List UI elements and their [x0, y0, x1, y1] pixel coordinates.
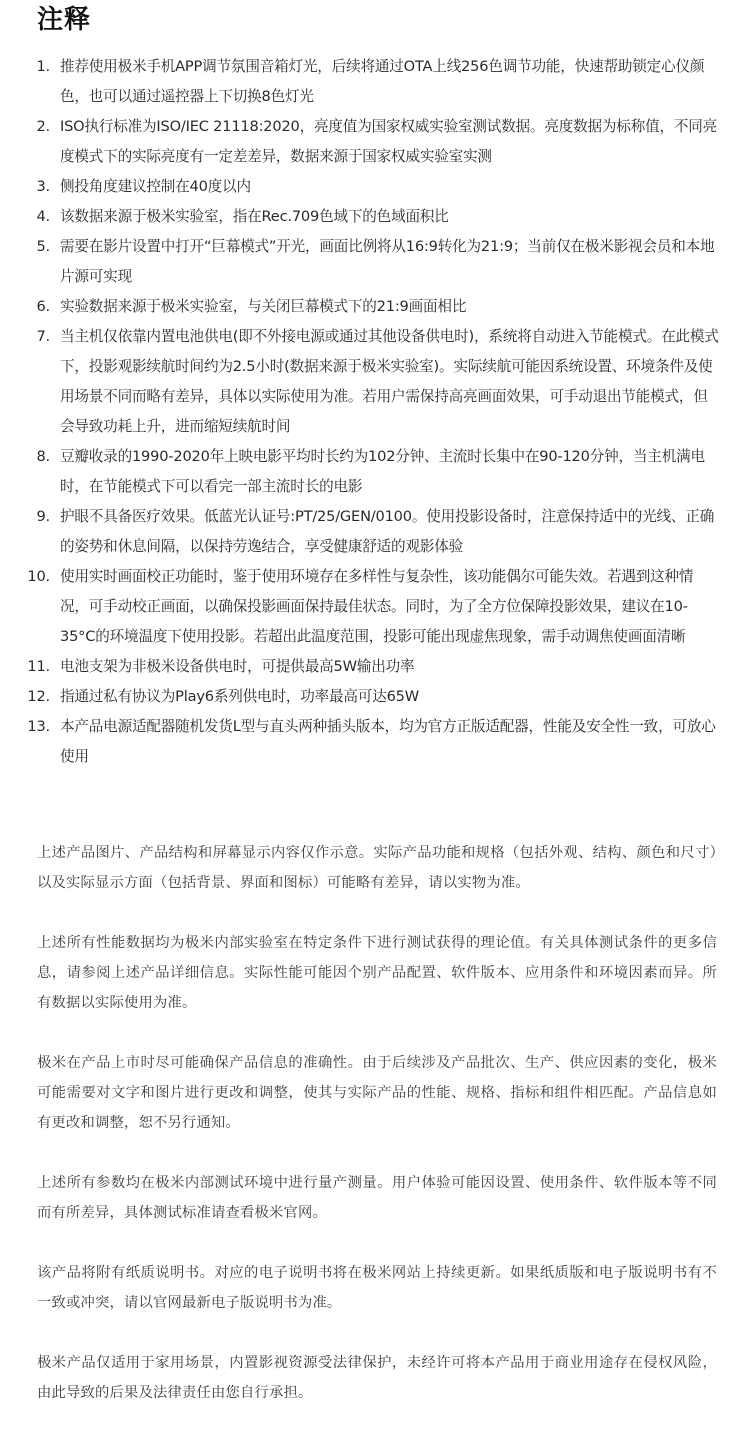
note-number: 6. — [36, 298, 50, 315]
note-text: 使用实时画面校正功能时，鉴于使用环境存在多样性与复杂性，该功能偶尔可能失效。若遇到这种情况，可手动校正画面，以确保投影画面保持最佳状态。同时，为了全方位保障投影效果，建议在10-35°C的环境温度下使用投影。若超出此温度范围，投影可能出现虚焦现象，需手动调焦使画面清晰 — [60, 568, 694, 645]
note-number: 8. — [36, 448, 50, 465]
note-item — [0, 112, 750, 172]
page-title: 注释 — [37, 5, 92, 35]
note-number: 13. — [27, 718, 50, 735]
note-text: 电池支架为非极米设备供电时，可提供最高5W输出功率 — [60, 658, 415, 675]
note-number: 11. — [27, 658, 50, 675]
disclaimer-paragraph: 该产品将附有纸质说明书。对应的电子说明书将在极米网站上持续更新。如果纸质版和电子版说明书有不一致或冲突，请以官网最新电子版说明书为准。 — [37, 1265, 717, 1311]
note-text: 当主机仅依靠内置电池供电(即不外接电源或通过其他设备供电时)，系统将自动进入节能模式。在此模式下，投影观影续航时间约为2.5小时(数据来源于极米实验室)。实际续航可能因系统设置、环境条件及使用场景不同而略有差异，具体以实际使用为准。若用户需保持高亮画面效果，可手动退出节能模式，但会导致功耗上升，进而缩短续航时间 — [60, 328, 719, 435]
note-item — [0, 442, 750, 502]
note-item — [0, 202, 750, 232]
note-item — [0, 322, 750, 442]
note-number: 10. — [27, 568, 50, 585]
note-text: 需要在影片设置中打开“巨幕模式”开光，画面比例将从16:9转化为21:9；当前仅在极米影视会员和本地片源可实现 — [60, 238, 715, 285]
notes-list — [0, 52, 750, 772]
disclaimer-paragraph: 上述产品图片、产品结构和屏幕显示内容仅作示意。实际产品功能和规格（包括外观、结构、颜色和尺寸）以及实际显示方面（包括背景、界面和图标）可能略有差异，请以实物为准。 — [37, 845, 717, 891]
note-text: 护眼不具备医疗效果。低蓝光认证号:PT/25/GEN/0100。使用投影设备时，注意保持适中的光线、正确的姿势和休息间隔，以保持劳逸结合，享受健康舒适的观影体验 — [60, 508, 715, 555]
note-number: 4. — [36, 208, 50, 225]
note-text: 指通过私有协议为Play6系列供电时，功率最高可达65W — [60, 688, 419, 705]
note-number: 2. — [36, 118, 50, 135]
note-item — [0, 682, 750, 712]
note-text: ISO执行标准为ISO/IEC 21118:2020，亮度值为国家权威实验室测试数据。亮度数据为标称值，不同亮度模式下的实际亮度有一定差差异，数据来源于国家权威实验室实测 — [60, 118, 718, 165]
note-item — [0, 712, 750, 772]
note-number: 5. — [36, 238, 50, 255]
note-text: 推荐使用极米手机APP调节氛围音箱灯光，后续将通过OTA上线256色调节功能，快速帮助锁定心仪颜色，也可以通过遥控器上下切换8色灯光 — [60, 58, 705, 105]
note-item — [0, 652, 750, 682]
note-item — [0, 502, 750, 562]
note-number: 3. — [36, 178, 50, 195]
note-number: 1. — [36, 58, 50, 75]
disclaimer-paragraph: 极米产品仅适用于家用场景，内置影视资源受法律保护，未经许可将本产品用于商业用途存在侵权风险，由此导致的后果及法律责任由您自行承担。 — [37, 1355, 717, 1401]
note-text: 该数据来源于极米实验室，指在Rec.709色域下的色域面积比 — [60, 208, 449, 225]
note-item — [0, 172, 750, 202]
note-number: 7. — [36, 328, 50, 345]
disclaimer-paragraph: 上述所有性能数据均为极米内部实验室在特定条件下进行测试获得的理论值。有关具体测试条件的更多信息，请参阅上述产品详细信息。实际性能可能因个别产品配置、软件版本、应用条件和环境因素而异。所有数据以实际使用为准。 — [37, 935, 717, 1011]
note-number: 9. — [36, 508, 50, 525]
note-text: 本产品电源适配器随机发货L型与直头两种插头版本，均为官方正版适配器，性能及安全性一致，可放心使用 — [60, 718, 716, 765]
note-item — [0, 292, 750, 322]
note-item — [0, 52, 750, 112]
disclaimer-paragraph: 上述所有参数均在极米内部测试环境中进行量产测量。用户体验可能因设置、使用条件、软件版本等不同而有所差异，具体测试标准请查看极米官网。 — [37, 1175, 717, 1221]
note-item — [0, 562, 750, 652]
note-item — [0, 232, 750, 292]
disclaimer-section — [37, 838, 717, 1438]
disclaimer-paragraph: 极米在产品上市时尽可能确保产品信息的准确性。由于后续涉及产品批次、生产、供应因素的变化，极米可能需要对文字和图片进行更改和调整，使其与实际产品的性能、规格、指标和组件相匹配。产品信息如有更改和调整，恕不另行通知。 — [37, 1055, 717, 1131]
note-text: 豆瓣收录的1990-2020年上映电影平均时长约为102分钟、主流时长集中在90-120分钟，当主机满电时，在节能模式下可以看完一部主流时长的电影 — [60, 448, 705, 495]
note-text: 侧投角度建议控制在40度以内 — [60, 178, 251, 195]
note-text: 实验数据来源于极米实验室，与关闭巨幕模式下的21:9画面相比 — [60, 298, 467, 315]
note-number: 12. — [27, 688, 50, 705]
